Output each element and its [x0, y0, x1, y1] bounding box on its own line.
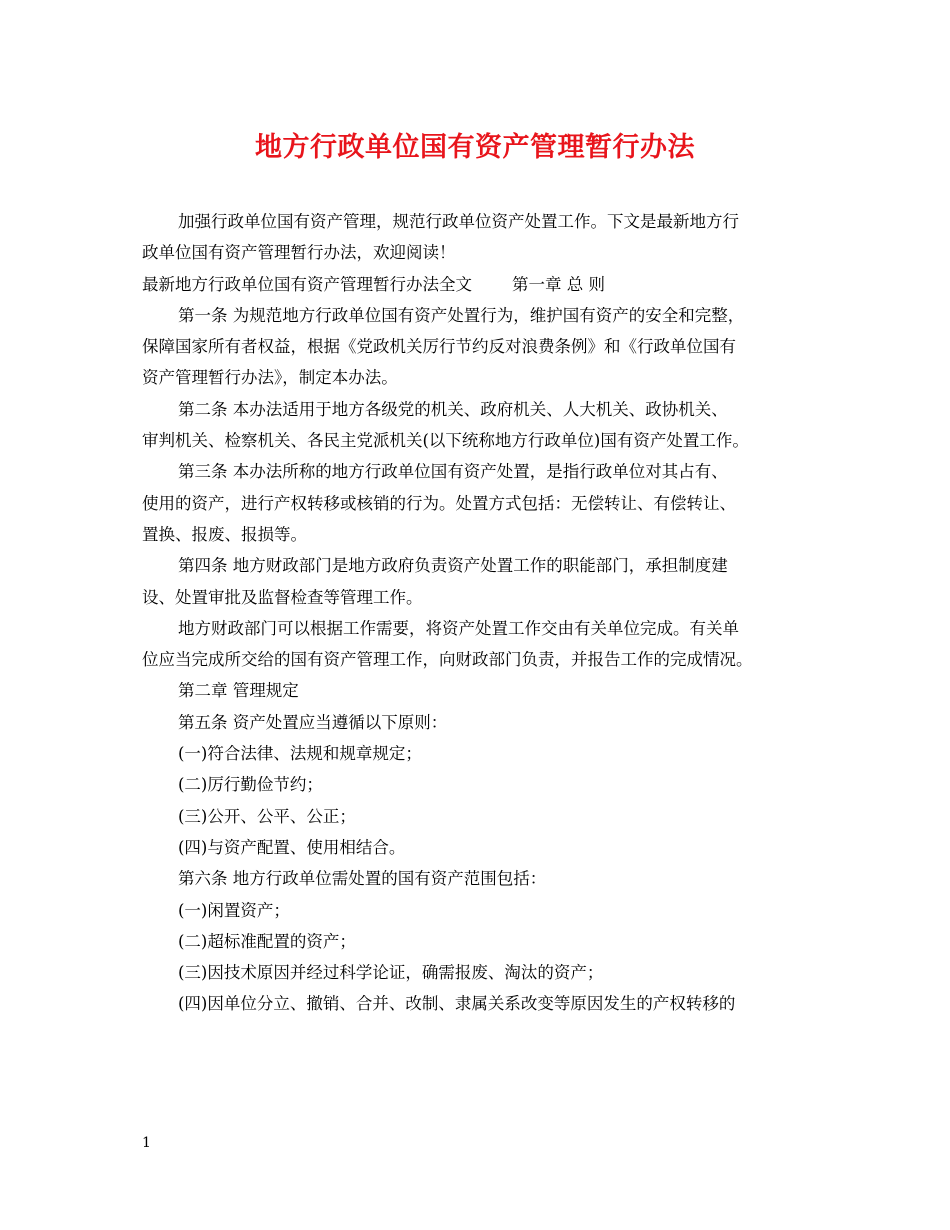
paragraph-line: 第二条 本办法适用于地方各级党的机关、政府机关、人大机关、政协机关、 [178, 399, 728, 419]
list-item: (三)因技术原因并经过科学论证，确需报废、淘汰的资产； [178, 963, 604, 983]
paragraph-line: 位应当完成所交给的国有资产管理工作，向财政部门负责，并报告工作的完成情况。 [142, 650, 753, 670]
list-item: (二)超标准配置的资产； [178, 931, 356, 951]
chapter-heading: 第一章 总 则 [512, 274, 605, 294]
page-number: 1 [142, 1135, 151, 1151]
list-item: (四)因单位分立、撤销、合并、改制、隶属关系改变等原因发生的产权转移的 [178, 994, 736, 1014]
paragraph-line: 第六条 地方行政单位需处置的国有资产范围包括： [178, 869, 547, 889]
paragraph-line: 第五条 资产处置应当遵循以下原则： [178, 712, 448, 732]
paragraph-line: 第三条 本办法所称的地方行政单位国有资产处置，是指行政单位对其占有、 [178, 462, 728, 482]
paragraph-line: 地方财政部门可以根据工作需要，将资产处置工作交由有关单位完成。有关单 [178, 618, 739, 638]
fulltext-heading: 最新地方行政单位国有资产管理暂行办法全文 [142, 274, 472, 294]
paragraph-line: 第四条 地方财政部门是地方政府负责资产处置工作的职能部门，承担制度建 [178, 556, 728, 576]
paragraph-line: 置换、报废、报损等。 [142, 524, 307, 544]
document-title: 地方行政单位国有资产管理暂行办法 [255, 132, 695, 163]
document-body [142, 206, 826, 1020]
list-item: (四)与资产配置、使用相结合。 [178, 837, 406, 857]
chapter-heading: 第二章 管理规定 [178, 681, 299, 701]
paragraph-line: 政单位国有资产管理暂行办法，欢迎阅读！ [142, 243, 456, 263]
paragraph-line: 使用的资产，进行产权转移或核销的行为。处置方式包括：无偿转让、有偿转让、 [142, 493, 736, 513]
list-item: (二)厉行勤俭节约； [178, 775, 323, 795]
paragraph-line: 审判机关、检察机关、各民主党派机关(以下统称地方行政单位)国有资产处置工作。 [142, 431, 749, 451]
paragraph-line: 保障国家所有者权益，根据《党政机关厉行节约反对浪费条例》和《行政单位国有 [142, 337, 736, 357]
paragraph-line: 资产管理暂行办法》，制定本办法。 [142, 368, 398, 388]
paragraph-line: 第一条 为规范地方行政单位国有资产处置行为，维护国有资产的安全和完整， [178, 305, 745, 325]
paragraph-line: 加强行政单位国有资产管理，规范行政单位资产处置工作。下文是最新地方行 [178, 212, 739, 231]
list-item: (一)符合法律、法规和规章规定； [178, 744, 422, 764]
fulltext-heading-line [142, 269, 826, 300]
list-item: (三)公开、公平、公正； [178, 806, 356, 826]
list-item: (一)闲置资产； [178, 900, 290, 920]
paragraph-line: 设、处置审批及监督检查等管理工作。 [142, 587, 423, 607]
